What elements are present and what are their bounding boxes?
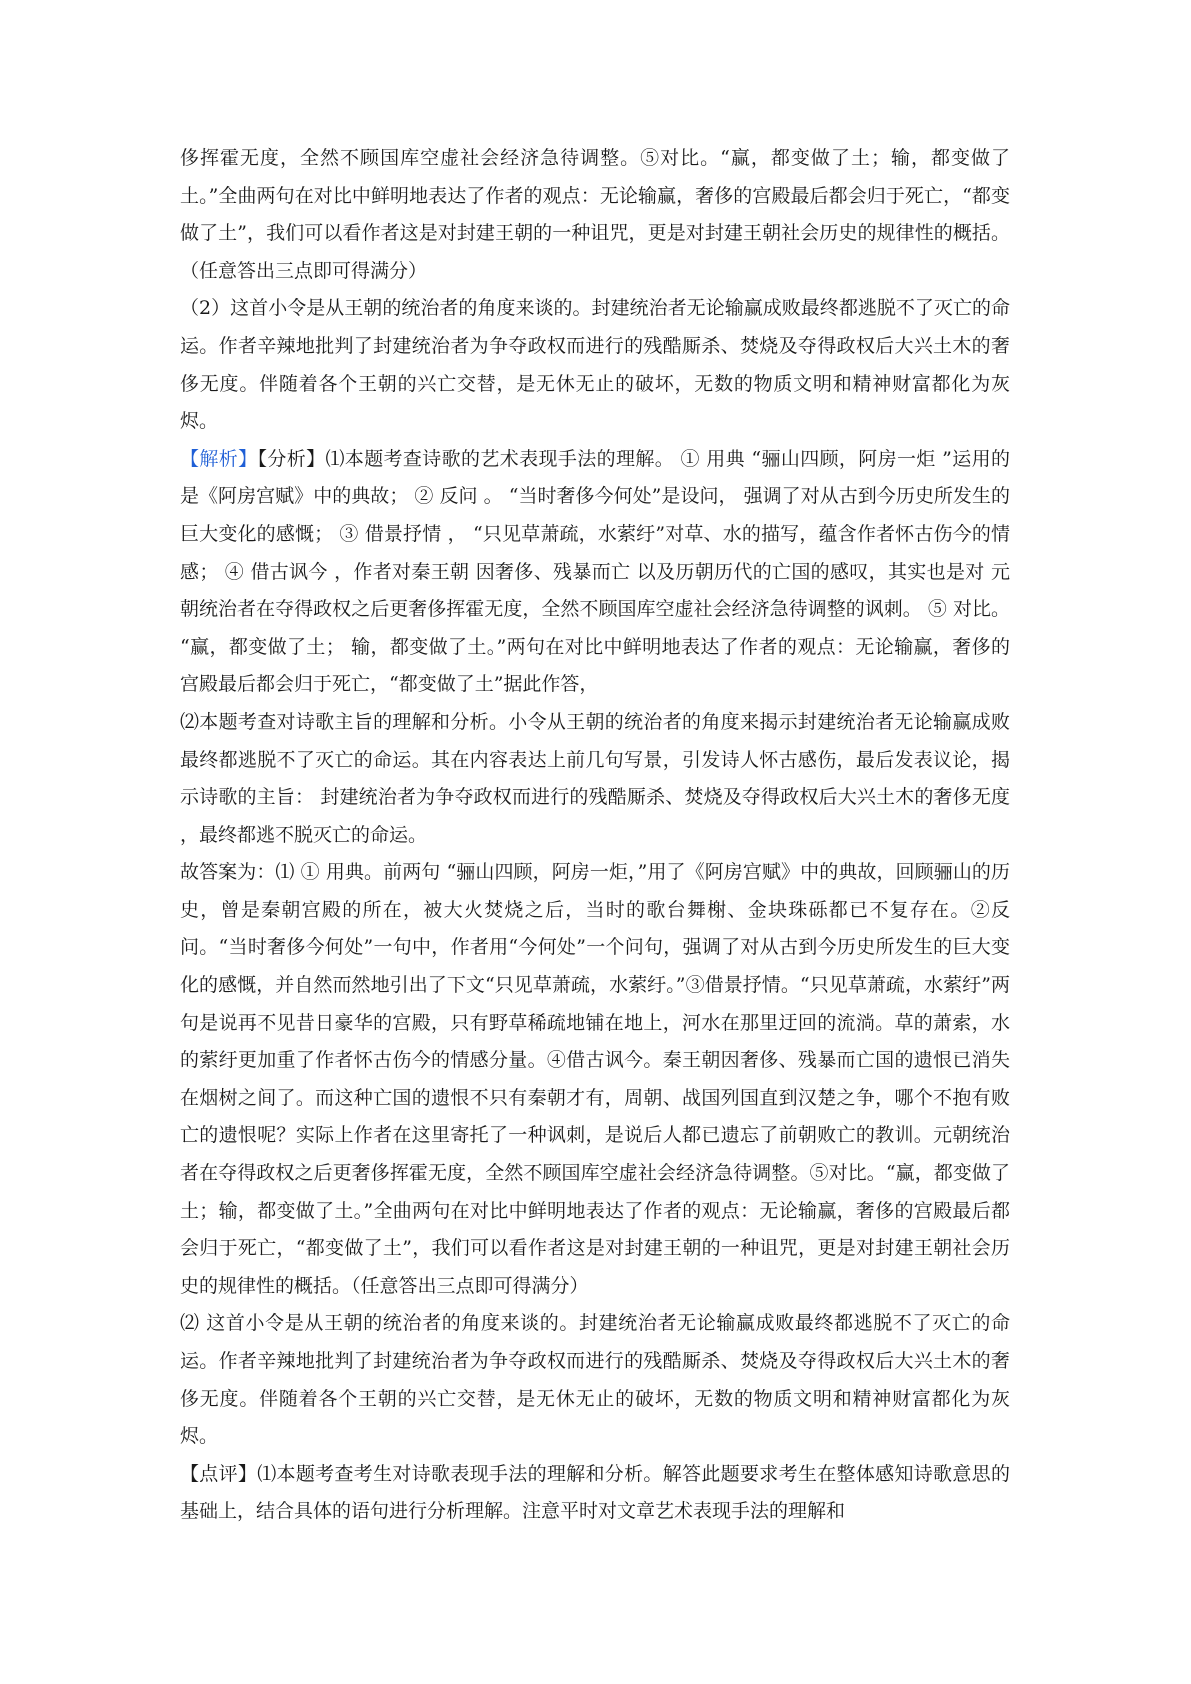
paragraph-answer-1-continued: 侈挥霍无度，全然不顾国库空虚社会经济急待调整。⑤对比。“赢，都变做了土；输，都变做了土。”全曲两句在对比中鲜明地表达了作者的观点：无论输赢，奢侈的宫殿最后都会归于死亡，“都变做了土”，我们可以看作者这是对封建王朝的一种诅咒，更是对封建王朝社会历史的规律性的概括。（任意答出三点即可得满分） — [180, 147, 1010, 282]
paragraph-theme-analysis: ⑵本题考查对诗歌主旨的理解和分析。小令从王朝的统治者的角度来揭示封建统治者无论输赢成败最终都逃脱不了灭亡的命运。其在内容表达上前几句写景，引发诗人怀古感伤，最后发表议论，揭示诗歌的主旨： 封建统治者为争夺政权而进行的残酷厮杀、焚烧及夺得政权后大兴土木的奢侈无度 ，最终都逃不脱灭亡的命运。 — [180, 710, 1010, 846]
paragraph-answer-2: （2）这首小令是从王朝的统治者的角度来谈的。封建统治者无论输赢成败最终都逃脱不了灭亡的命运。作者辛辣地批判了封建统治者为争夺政权而进行的残酷厮杀、焚烧及夺得政权后大兴土木的奢侈无度。伴随着各个王朝的兴亡交替，是无休无止的破坏，无数的物质文明和精神财富都化为灰烬。 — [180, 297, 1010, 433]
document-page — [180, 140, 1010, 1531]
paragraph-comment: 【点评】⑴本题考查考生对诗歌表现手法的理解和分析。解答此题要求考生在整体感知诗歌意思的基础上，结合具体的语句进行分析理解。注意平时对文章艺术表现手法的理解和 — [180, 1462, 1010, 1523]
paragraph-analysis — [180, 441, 1010, 704]
analysis-text: 【分析】⑴本题考查诗歌的艺术表现手法的理解。 ① 用典 “骊山四顾，阿房一炬 ”运用的是《阿房宫赋》中的典故； ② 反问 。 “当时奢侈今何处”是设问， 强调了对从古到今历史所发生的巨大变化的感慨； ③ 借景抒情 ， “只见草萧疏，水萦纡”对草、水的描写，蕴含作者怀古伤今的情感； ④ 借古讽今 ，作者对秦王朝 因奢侈、残暴而亡 以及历朝历代的亡国的感叹，其实也是对 元朝统治者在夺得政权之后更奢侈挥霍无度，全然不顾国库空虚社会经济急待调整的讽刺。 ⑤ 对比。 “赢，都变做了土； 输，都变做了土。”两句在对比中鲜明地表达了作者的观点：无论输赢，奢侈的宫殿最后都会归于死亡，“都变做了土”据此作答， — [180, 447, 1010, 696]
paragraph-final-answer: 故答案为：⑴ ① 用典。前两句 “骊山四顾，阿房一炬，”用了《阿房宫赋》中的典故，回顾骊山的历史，曾是秦朝宫殿的所在，被大火焚烧之后，当时的歌台舞榭、金块珠砾都已不复存在。②反问。“当时奢侈今何处”一句中，作者用“今何处”一个问句，强调了对从古到今历史所发生的巨大变化的感慨，并自然而然地引出了下文“只见草萧疏，水萦纡。”③借景抒情。“只见草萧疏，水萦纡”两句是说再不见昔日豪华的宫殿，只有野草稀疏地铺在地上，河水在那里迂回的流淌。草的萧索，水的萦纡更加重了作者怀古伤今的情感分量。④借古讽今。秦王朝因奢侈、残暴而亡国的遗恨已消失在烟树之间了。而这种亡国的遗恨不只有秦朝才有，周朝、战国列国直到汉楚之争，哪个不抱有败亡的遗恨呢？实际上作者在这里寄托了一种讽刺，是说后人都已遗忘了前朝败亡的教训。元朝统治者在夺得政权之后更奢侈挥霍无度，全然不顾国库空虚社会经济急待调整。⑤对比。“赢，都变做了土；输，都变做了土。”全曲两句在对比中鲜明地表达了作者的观点：无论输赢，奢侈的宫殿最后都会归于死亡，“都变做了土”，我们可以看作者这是对封建王朝的一种诅咒，更是对封建王朝社会历史的规律性的概括。（任意答出三点即可得满分） — [180, 861, 1010, 1297]
analysis-label: 【解析】 — [180, 447, 258, 470]
paragraph-final-answer-2: ⑵ 这首小令是从王朝的统治者的角度来谈的。封建统治者无论输赢成败最终都逃脱不了灭亡的命运。作者辛辣地批判了封建统治者为争夺政权而进行的残酷厮杀、焚烧及夺得政权后大兴土木的奢侈无度。伴随着各个王朝的兴亡交替，是无休无止的破坏，无数的物质文明和精神财富都化为灰烬。 — [180, 1312, 1010, 1448]
